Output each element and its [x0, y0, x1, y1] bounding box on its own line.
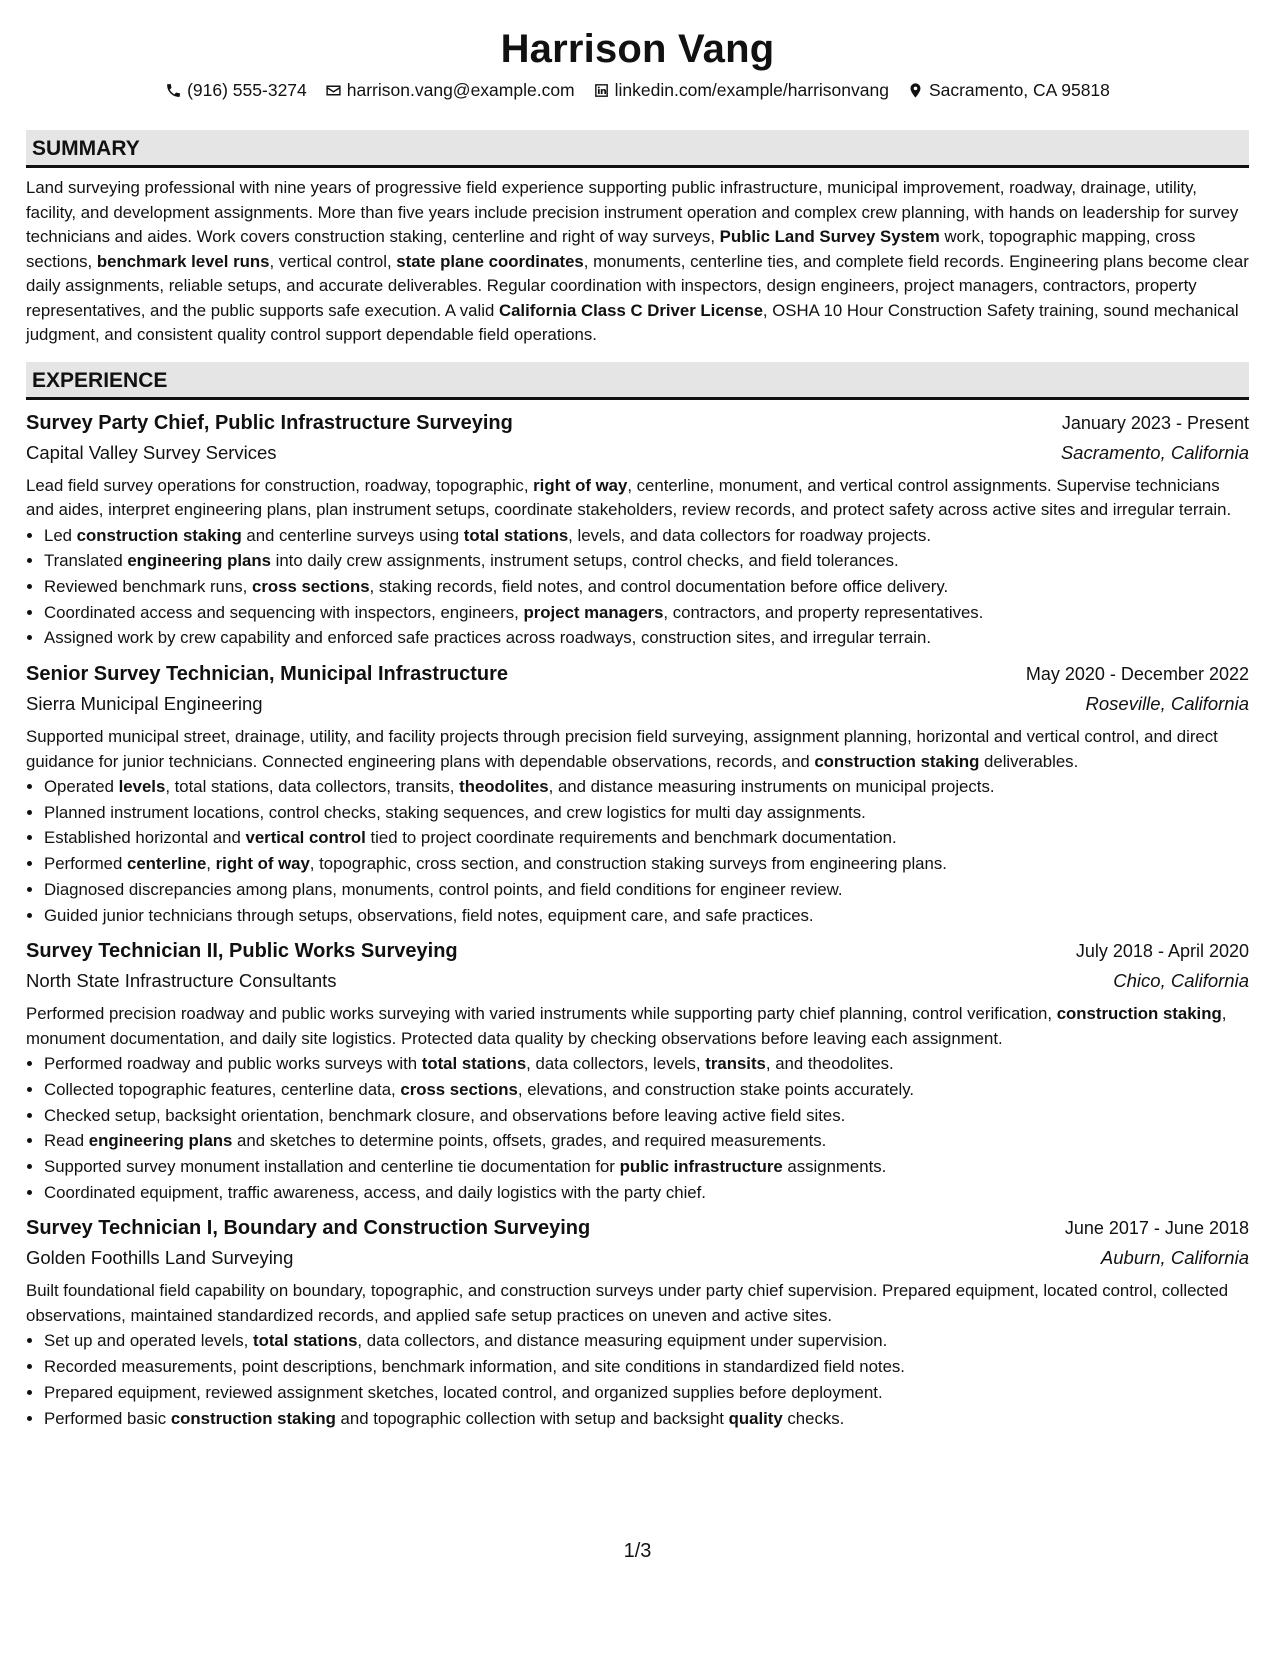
location-text: Sacramento, CA 95818 [928, 80, 1110, 100]
text-run: Led [44, 525, 77, 545]
emphasis-text: right of way [533, 475, 628, 495]
linkedin-text[interactable]: linkedin.com/example/harrisonvang [614, 80, 889, 100]
job-header [26, 659, 1249, 689]
text-run: Land surveying professional with nine years of progressive field experience supporting public infrastructure, municipal improvement, roadway, drainage, utility, facility, and development assignments. More than five years include precision instrument operation and complex crew planning, with hands on leadership for survey technicians and aides. Work covers construction staking, centerline and right of way surveys, [26, 178, 1239, 246]
job-subheader [26, 966, 1249, 996]
text-run: Reviewed benchmark runs, [44, 576, 252, 596]
bullet-item [44, 1380, 1249, 1406]
text-run: Performed basic [44, 1408, 171, 1428]
bullet-item [44, 1128, 1249, 1154]
text-run: Performed [44, 854, 128, 874]
emphasis-text: centerline [127, 854, 207, 874]
text-run: Prepared equipment, reviewed assignment sketches, located control, and organized supplies before deployment. [44, 1382, 883, 1402]
text-run: Diagnosed discrepancies among plans, monuments, control points, and field conditions for engineer review. [44, 879, 843, 899]
job-header [26, 936, 1249, 966]
bullet-item [44, 1103, 1249, 1129]
text-run: , topographic, cross section, and construction staking surveys from engineering plans. [309, 854, 947, 874]
text-run: Lead field survey operations for construction, roadway, topographic, [26, 475, 534, 495]
bullet-item [44, 1154, 1249, 1180]
envelope-icon [325, 82, 342, 99]
text-run: Operated [44, 777, 119, 797]
bullet-item [44, 1406, 1249, 1432]
text-run: , data collectors, and distance measuring equipment under supervision. [357, 1331, 888, 1351]
emphasis-text: cross sections [400, 1079, 518, 1099]
candidate-name: Harrison Vang [500, 27, 775, 71]
emphasis-text: theodolites [459, 777, 549, 797]
emphasis-text: vertical control [245, 828, 366, 848]
bullet-item [44, 903, 1249, 929]
emphasis-text: cross sections [252, 576, 370, 596]
job-dates: July 2018 - April 2020 [1075, 941, 1249, 962]
job-description [26, 1279, 1249, 1328]
text-run: , elevations, and construction stake points accurately. [517, 1079, 915, 1099]
job-title: Survey Technician I, Boundary and Construction Surveying [26, 1217, 591, 1240]
text-run: Translated [44, 551, 128, 571]
job-location: Chico, California [1113, 970, 1249, 992]
company-name: Capital Valley Survey Services [26, 441, 277, 463]
job-location: Roseville, California [1085, 693, 1249, 715]
bullet-item [44, 1077, 1249, 1103]
text-run: , and theodolites. [765, 1054, 894, 1074]
emphasis-text: right of way [215, 854, 310, 874]
bullet-item [44, 625, 1249, 651]
summary-paragraph [26, 176, 1249, 348]
text-run: checks. [782, 1408, 845, 1428]
job-entry [26, 1213, 1249, 1431]
experience-heading: EXPERIENCE [26, 362, 1249, 400]
bullet-item [44, 600, 1249, 626]
text-run: , staking records, field notes, and control documentation before office delivery. [369, 576, 949, 596]
text-run: , data collectors, levels, [526, 1054, 706, 1074]
emphasis-text: public infrastructure [619, 1157, 783, 1177]
contact-location [907, 78, 1110, 102]
job-description [26, 725, 1249, 774]
text-run: , levels, and data collectors for roadway projects. [568, 525, 932, 545]
text-run: , monuments, centerline ties, and complete field records. Engineering plans become clear daily assignments, reliable setups, and accurate deliverables. Regular coordination with inspectors, design engineers, project managers, contractors, property representatives, and the public supports safe execution. A valid [26, 251, 1249, 320]
job-title: Senior Survey Technician, Municipal Infrastructure [26, 663, 508, 686]
company-name: Sierra Municipal Engineering [26, 693, 263, 715]
text-run: Set up and operated levels, [44, 1331, 253, 1351]
text-run: , centerline, monument, and vertical control assignments. Supervise technicians and aides, interpret engineering plans, plan instrument setups, coordinate stakeholders, review records, and protect safety across active sites and irregular terrain. [26, 475, 1232, 519]
emphasis-text: quality [728, 1408, 783, 1428]
company-name: Golden Foothills Land Surveying [26, 1247, 294, 1269]
text-run: Read [44, 1131, 89, 1151]
job-title: Survey Party Chief, Public Infrastructure Surveying [26, 411, 513, 434]
contact-linkedin[interactable] [593, 78, 889, 102]
text-run: Guided junior technicians through setups, observations, field notes, equipment care, and safe practices. [44, 905, 814, 925]
emphasis-text: benchmark level runs [96, 251, 270, 271]
text-run: , and distance measuring instruments on municipal projects. [548, 777, 995, 797]
job-location: Sacramento, California [1060, 441, 1249, 463]
emphasis-text: construction staking [814, 751, 980, 771]
email-text[interactable]: harrison.vang@example.com [346, 80, 575, 100]
job-description [26, 474, 1249, 523]
job-entry [26, 659, 1249, 928]
job-header [26, 408, 1249, 438]
text-run: , monument documentation, and daily site logistics. Protected data quality by checking observations before leaving each assignment. [26, 1004, 1227, 1048]
text-run: , OSHA 10 Hour Construction Safety training, sound mechanical judgment, and consistent quality control support dependable field operations. [26, 300, 1239, 344]
map-pin-icon [907, 82, 924, 99]
bullet-item [44, 800, 1249, 826]
job-description [26, 1002, 1249, 1051]
company-name: North State Infrastructure Consultants [26, 970, 337, 992]
text-run: Checked setup, backsight orientation, benchmark closure, and observations before leaving active field sites. [44, 1105, 846, 1125]
text-run: Planned instrument locations, control checks, staking sequences, and crew logistics for multi day assignments. [44, 802, 866, 822]
job-bullets [26, 1051, 1249, 1205]
text-run: and centerline surveys using [241, 525, 464, 545]
page-indicator: 1/3 [623, 1540, 652, 1562]
text-run: Performed precision roadway and public works surveying with varied instruments while supporting party chief planning, control verification, [26, 1004, 1057, 1024]
text-run: Collected topographic features, centerline data, [44, 1079, 401, 1099]
bullet-item [44, 1328, 1249, 1354]
bullet-item [44, 851, 1249, 877]
text-run: work, topographic mapping, cross sections, [26, 227, 1196, 271]
text-run: Built foundational field capability on boundary, topographic, and construction surveys under party chief supervision. Prepared equipment, located control, collected observations, maintained standardized records, and applied safe setup practices on uneven and active sites. [26, 1281, 1229, 1325]
resume-page [0, 24, 1275, 1674]
job-dates: May 2020 - December 2022 [1025, 664, 1249, 685]
text-run: Established horizontal and [44, 828, 246, 848]
emphasis-text: construction staking [1056, 1004, 1222, 1024]
job-header [26, 1213, 1249, 1243]
phone-icon [165, 82, 182, 99]
job-dates: June 2017 - June 2018 [1064, 1218, 1249, 1239]
emphasis-text: engineering plans [127, 551, 271, 571]
bullet-item [44, 877, 1249, 903]
job-dates: January 2023 - Present [1061, 412, 1249, 433]
contact-bar [26, 78, 1249, 102]
emphasis-text: transits [705, 1054, 766, 1074]
job-subheader [26, 1243, 1249, 1273]
text-run: Supported survey monument installation and centerline tie documentation for [44, 1157, 620, 1177]
emphasis-text: total stations [252, 1331, 358, 1351]
emphasis-text: Public Land Survey System [719, 227, 940, 246]
text-run: , total stations, data collectors, transits, [165, 777, 460, 797]
emphasis-text: state plane coordinates [396, 251, 584, 271]
text-run: Performed roadway and public works surveys with [44, 1054, 422, 1074]
bullet-item [44, 1354, 1249, 1380]
text-run: , [206, 854, 216, 874]
experience-list [26, 408, 1249, 1432]
text-run: , contractors, and property representatives. [663, 602, 984, 622]
emphasis-text: California Class C Driver License [498, 300, 763, 320]
emphasis-text: project managers [523, 602, 664, 622]
text-run: assignments. [782, 1157, 887, 1177]
summary-heading: SUMMARY [26, 130, 1249, 168]
bullet-item [44, 1051, 1249, 1077]
emphasis-text: total stations [421, 1054, 527, 1074]
text-run: Assigned work by crew capability and enforced safe practices across roadways, construction sites, and irregular terrain. [44, 628, 932, 648]
bullet-item [44, 774, 1249, 800]
emphasis-text: construction staking [76, 525, 242, 545]
emphasis-text: engineering plans [88, 1131, 233, 1151]
text-run: , vertical control, [269, 251, 397, 271]
bullet-item [44, 825, 1249, 851]
job-title: Survey Technician II, Public Works Surveying [26, 940, 458, 963]
job-bullets [26, 774, 1249, 928]
job-bullets [26, 523, 1249, 652]
contact-phone [165, 78, 307, 102]
bullet-item [44, 574, 1249, 600]
job-location: Auburn, California [1100, 1247, 1249, 1269]
emphasis-text: construction staking [170, 1408, 336, 1428]
bullet-item [44, 1180, 1249, 1206]
bullet-item [44, 523, 1249, 549]
contact-email[interactable] [325, 78, 575, 102]
text-run: deliverables. [979, 751, 1079, 771]
text-run: Coordinated access and sequencing with inspectors, engineers, [44, 602, 524, 622]
phone-text: (916) 555-3274 [187, 80, 307, 100]
text-run: into daily crew assignments, instrument setups, control checks, and field tolerances. [270, 551, 899, 571]
emphasis-text: total stations [463, 525, 569, 545]
text-run: Coordinated equipment, traffic awareness, access, and daily logistics with the party chief. [44, 1182, 706, 1202]
text-run: Recorded measurements, point descriptions, benchmark information, and site conditions in standardized field notes. [44, 1357, 905, 1377]
job-entry [26, 408, 1249, 652]
job-entry [26, 936, 1249, 1205]
emphasis-text: levels [118, 777, 166, 797]
job-bullets [26, 1328, 1249, 1431]
linkedin-icon [593, 82, 610, 99]
job-subheader [26, 438, 1249, 468]
bullet-item [44, 548, 1249, 574]
text-run: tied to project coordinate requirements and benchmark documentation. [365, 828, 897, 848]
text-run: Supported municipal street, drainage, utility, and facility projects through precision field surveying, assignment planning, horizontal and vertical control, and direct guidance for junior technicians. Connected engineering plans with dependable observations, records, and [26, 727, 1218, 771]
text-run: and topographic collection with setup and backsight [335, 1408, 729, 1428]
text-run: and sketches to determine points, offsets, grades, and required measurements. [232, 1131, 827, 1151]
job-subheader [26, 689, 1249, 719]
